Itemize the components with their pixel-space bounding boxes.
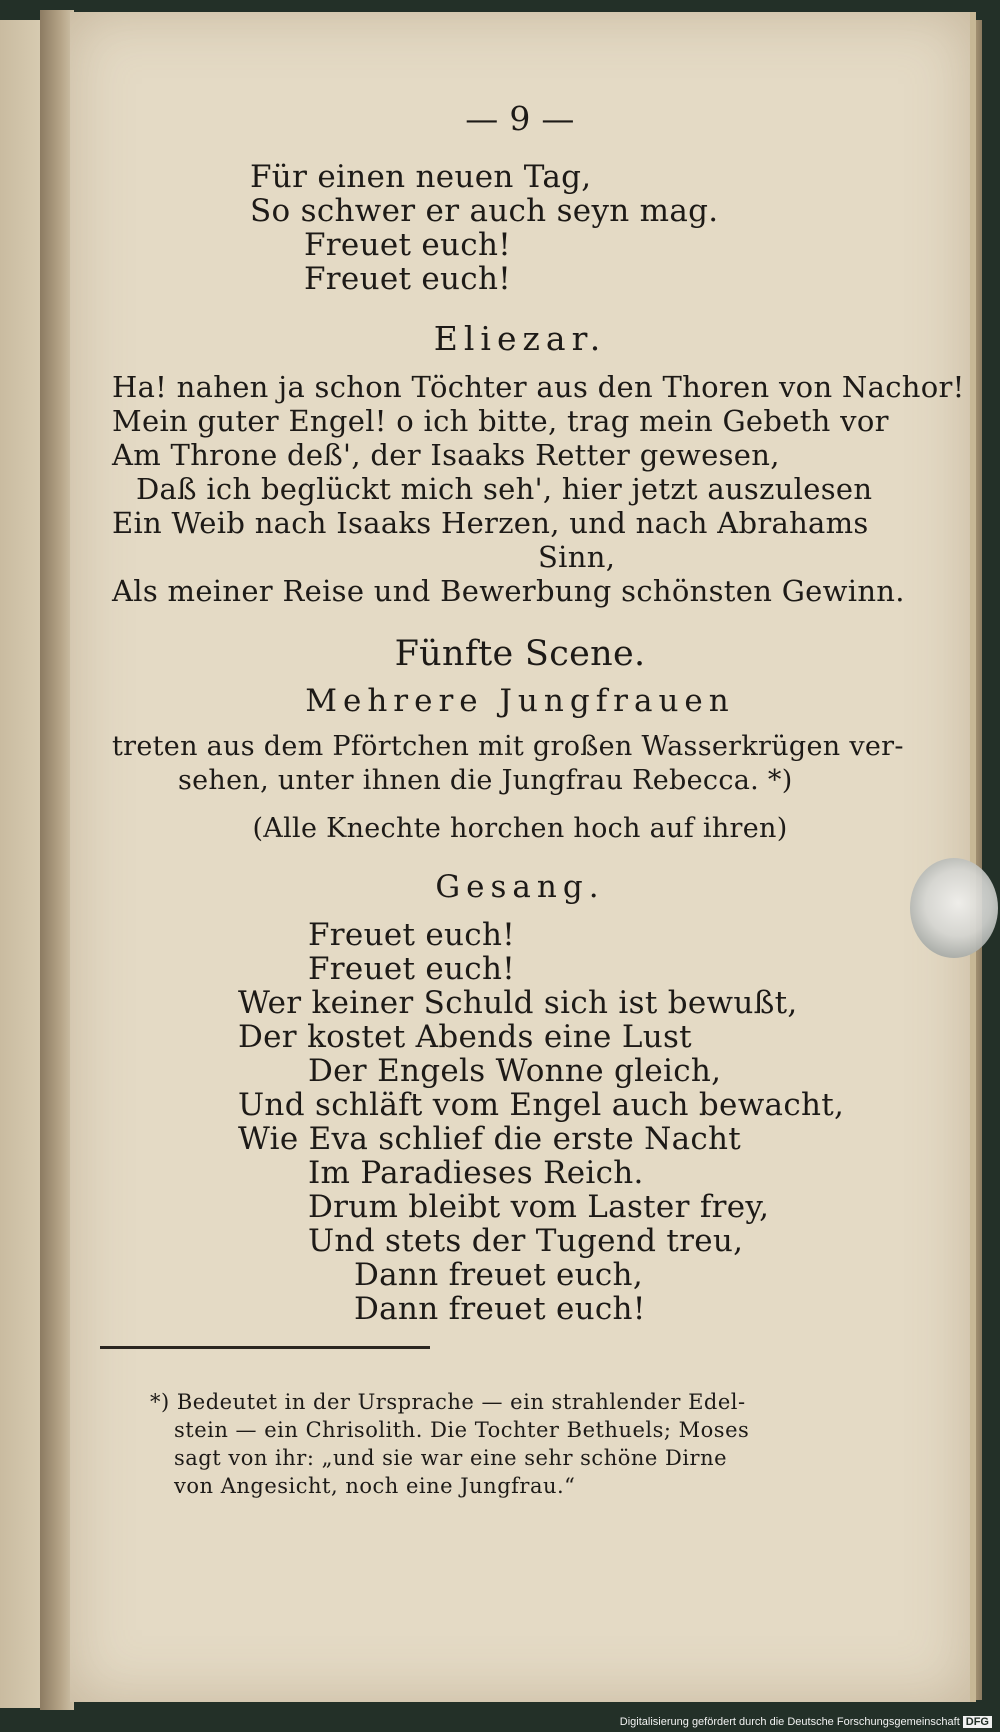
verse-line: Und stets der Tugend treu, bbox=[308, 1223, 744, 1259]
book-page bbox=[70, 12, 976, 1702]
speech-line: Ha! nahen ja schon Töchter aus den Thoren von Nachor! bbox=[112, 370, 965, 404]
speech-line: Als meiner Reise und Bewerbung schönsten Gewinn. bbox=[112, 574, 905, 608]
speech-line: Am Throne deß', der Isaaks Retter gewesen, bbox=[112, 438, 780, 472]
speech-line: Daß ich beglückt mich seh', hier jetzt auszulesen bbox=[136, 472, 873, 506]
verse-line: Freuet euch! bbox=[308, 951, 515, 987]
verse-line: Für einen neuen Tag, bbox=[250, 159, 592, 195]
footnote-rule bbox=[100, 1346, 430, 1349]
dfg-logo: DFG bbox=[963, 1716, 992, 1728]
verse-line: Und schläft vom Engel auch bewacht, bbox=[238, 1087, 845, 1123]
stage-direction-line: treten aus dem Pförtchen mit großen Wasserkrügen ver- bbox=[112, 731, 904, 762]
verse-line: Freuet euch! bbox=[304, 261, 511, 297]
song-label: Gesang. bbox=[435, 869, 605, 905]
verse-line: Freuet euch! bbox=[308, 917, 515, 953]
speech-line: Sinn, bbox=[538, 540, 616, 574]
scene-title: Fünfte Scene. bbox=[394, 634, 646, 674]
verse-line: So schwer er auch seyn mag. bbox=[250, 193, 719, 229]
footnote-line: von Angesicht, noch eine Jungfrau.“ bbox=[174, 1474, 576, 1498]
verse-line: Im Paradieses Reich. bbox=[308, 1155, 644, 1191]
footnote-line: stein — ein Chrisolith. Die Tochter Bethuels; Moses bbox=[174, 1418, 750, 1442]
verse-line: Freuet euch! bbox=[304, 227, 511, 263]
verse-line: Drum bleibt vom Laster frey, bbox=[308, 1189, 770, 1225]
digitization-credit bbox=[620, 1716, 992, 1728]
verse-line: Wie Eva schlief die erste Nacht bbox=[238, 1121, 742, 1157]
verse-line: Wer keiner Schuld sich ist bewußt, bbox=[238, 985, 798, 1021]
stage-direction-2: (Alle Knechte horchen hoch auf ihren) bbox=[252, 813, 788, 844]
footnote-line: *) Bedeutet in der Ursprache — ein strahlender Edel- bbox=[150, 1390, 746, 1414]
credit-text: Digitalisierung gefördert durch die Deutsche Forschungsgemeinschaft bbox=[619, 1716, 960, 1728]
page-clip bbox=[910, 858, 998, 958]
page-number: — 9 — bbox=[465, 99, 575, 138]
speech-line: Ein Weib nach Isaaks Herzen, und nach Abrahams bbox=[112, 506, 869, 540]
speech-line: Mein guter Engel! o ich bitte, trag mein Gebeth vor bbox=[112, 404, 889, 438]
verse-line: Dann freuet euch! bbox=[354, 1291, 646, 1327]
stage-direction-line: sehen, unter ihnen die Jungfrau Rebecca. *) bbox=[178, 765, 793, 796]
book-gutter bbox=[40, 10, 74, 1710]
character-list: Mehrere Jungfrauen bbox=[305, 683, 735, 719]
verse-line: Dann freuet euch, bbox=[354, 1257, 643, 1293]
speaker-name: Eliezar. bbox=[433, 319, 607, 358]
footnote-line: sagt von ihr: „und sie war eine sehr schöne Dirne bbox=[174, 1446, 728, 1470]
verse-line: Der Engels Wonne gleich, bbox=[308, 1053, 722, 1089]
verse-line: Der kostet Abends eine Lust bbox=[238, 1019, 692, 1055]
